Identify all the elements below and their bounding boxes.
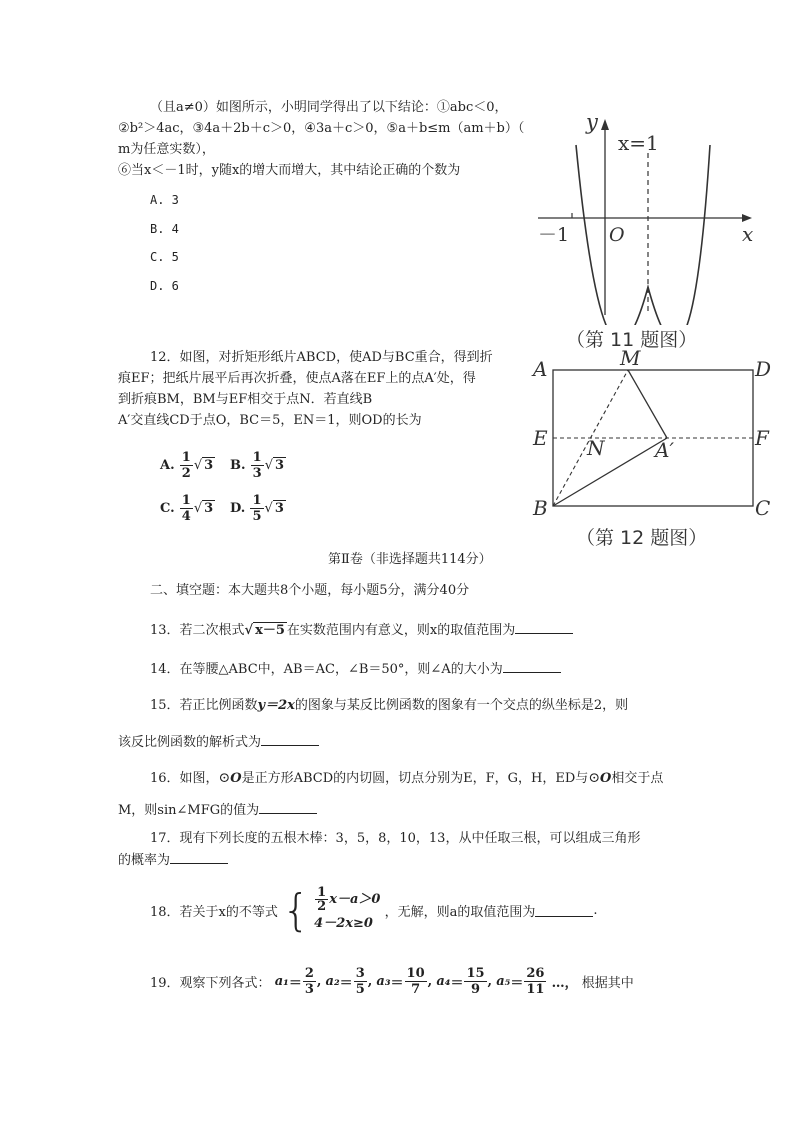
q12-line3: 到折痕BM，BM与EF相交于点N．若直线B — [118, 392, 373, 407]
q15-line1: 15．若正比例函数y＝2x的图象与某反比例函数的图象有一个交点的纵坐标是2，则 — [150, 698, 629, 713]
q19: 19．观察下列各式： a₁＝ $\frac{2}{3}$ , a₂＝ $\frac{3}{5}$ , a₃＝ $\frac{10}{7}$ , a₄＝ $\frac{15}{9}$ , a₅＝ $\frac{26}{11}$ …， 根据其中 — [150, 966, 634, 997]
y-axis-arrow — [601, 119, 609, 130]
q12-option-b: B. $\frac{1}{3}$ √ 3 — [230, 450, 285, 481]
q11-option-a: A. 3 — [150, 193, 179, 207]
q12-rectangle-figure — [525, 345, 775, 525]
label-n: N — [587, 436, 605, 460]
q12-line1: 12．如图，对折矩形纸片ABCD，使AD与BC重合，得到折 — [150, 350, 493, 365]
segment-ba — [553, 438, 667, 506]
x-label: x — [742, 222, 754, 246]
q16-line2: M，则sin∠MFG的值为 — [118, 801, 317, 819]
symmetry-label: x=1 — [618, 131, 659, 155]
q15-answer-blank[interactable] — [261, 733, 319, 746]
label-f: F — [755, 426, 769, 450]
part-two-heading: 二、填空题：本大题共8个小题，每小题5分，满分40分 — [150, 583, 470, 598]
q11-parabola-figure — [520, 105, 770, 325]
q11-line2: ②b²＞4ac，③4a＋2b＋c＞0，④3a＋c＞0，⑤a＋b≤m（am＋b）（ — [118, 121, 525, 136]
x-axis-arrow — [742, 214, 752, 222]
q16-line1: 16．如图，⊙O是正方形ABCD的内切圆，切点分别为E，F，G，H，ED与⊙O相交于点 — [150, 770, 664, 786]
q18-answer-blank[interactable] — [535, 904, 593, 917]
q13: 13．若二次根式√ x－5 在实数范围内有意义，则x的取值范围为 — [150, 621, 573, 639]
label-b: B — [533, 496, 548, 520]
segment-ma — [628, 370, 667, 438]
q16-answer-blank[interactable] — [259, 801, 317, 814]
q11-caption: （第 11 题图） — [566, 329, 698, 351]
q14-answer-blank[interactable] — [503, 660, 561, 673]
q12-option-c: C. $\frac{1}{4}$ √ 3 — [160, 493, 214, 524]
q12-option-d: D. $\frac{1}{5}$ √ 3 — [230, 493, 284, 524]
q12-option-a: A. $\frac{1}{2}$ √ 3 — [160, 450, 214, 481]
q11-line3: m为任意实数）， — [118, 142, 215, 157]
label-a: A — [533, 357, 548, 381]
q11-option-c: C. 5 — [150, 250, 179, 264]
q17-line2: 的概率为 — [118, 851, 228, 869]
q11-line4: ⑥当x＜－1时，y随x的增大而增大，其中结论正确的个数为 — [118, 163, 461, 178]
q14: 14．在等腰△ABC中，AB＝AC，∠B＝50°，则∠A的大小为 — [150, 660, 561, 678]
q12-line4: A′交直线CD于点O，BC＝5，EN＝1，则OD的长为 — [118, 413, 422, 428]
q13-answer-blank[interactable] — [515, 621, 573, 634]
q18: 18．若关于x的不等式 { $\frac{1}{2}$ x－a＞0 4－2x≥0 ，无解，则a的取值范围为 . — [150, 884, 598, 936]
parabola-curve — [576, 145, 710, 325]
q12-caption: （第 12 题图） — [576, 527, 708, 549]
neg-one-label: －1 — [538, 224, 570, 246]
label-d: D — [755, 357, 772, 381]
q17-line1: 17．现有下列长度的五根木棒：3，5，8，10，13，从中任取三根，可以组成三角形 — [150, 831, 641, 846]
q11-option-b: B. 4 — [150, 222, 179, 236]
q12-line2: 痕EF；把纸片展平后再次折叠，使点A落在EF上的点A′处，得 — [118, 371, 476, 386]
q11-line1: （且a≠0）如图所示，小明同学得出了以下结论：①abc＜0， — [150, 100, 508, 115]
origin-label: O — [609, 224, 625, 246]
section-title: 第Ⅱ卷（非选择题共114分） — [328, 552, 492, 567]
label-m: M — [620, 346, 641, 370]
label-e: E — [533, 426, 548, 450]
y-label: y — [586, 110, 598, 134]
label-c: C — [755, 496, 771, 520]
q17-answer-blank[interactable] — [170, 851, 228, 864]
label-a-prime: A′ — [655, 438, 674, 462]
q11-option-d: D. 6 — [150, 279, 179, 293]
q15-line2: 该反比例函数的解析式为 — [118, 733, 319, 751]
